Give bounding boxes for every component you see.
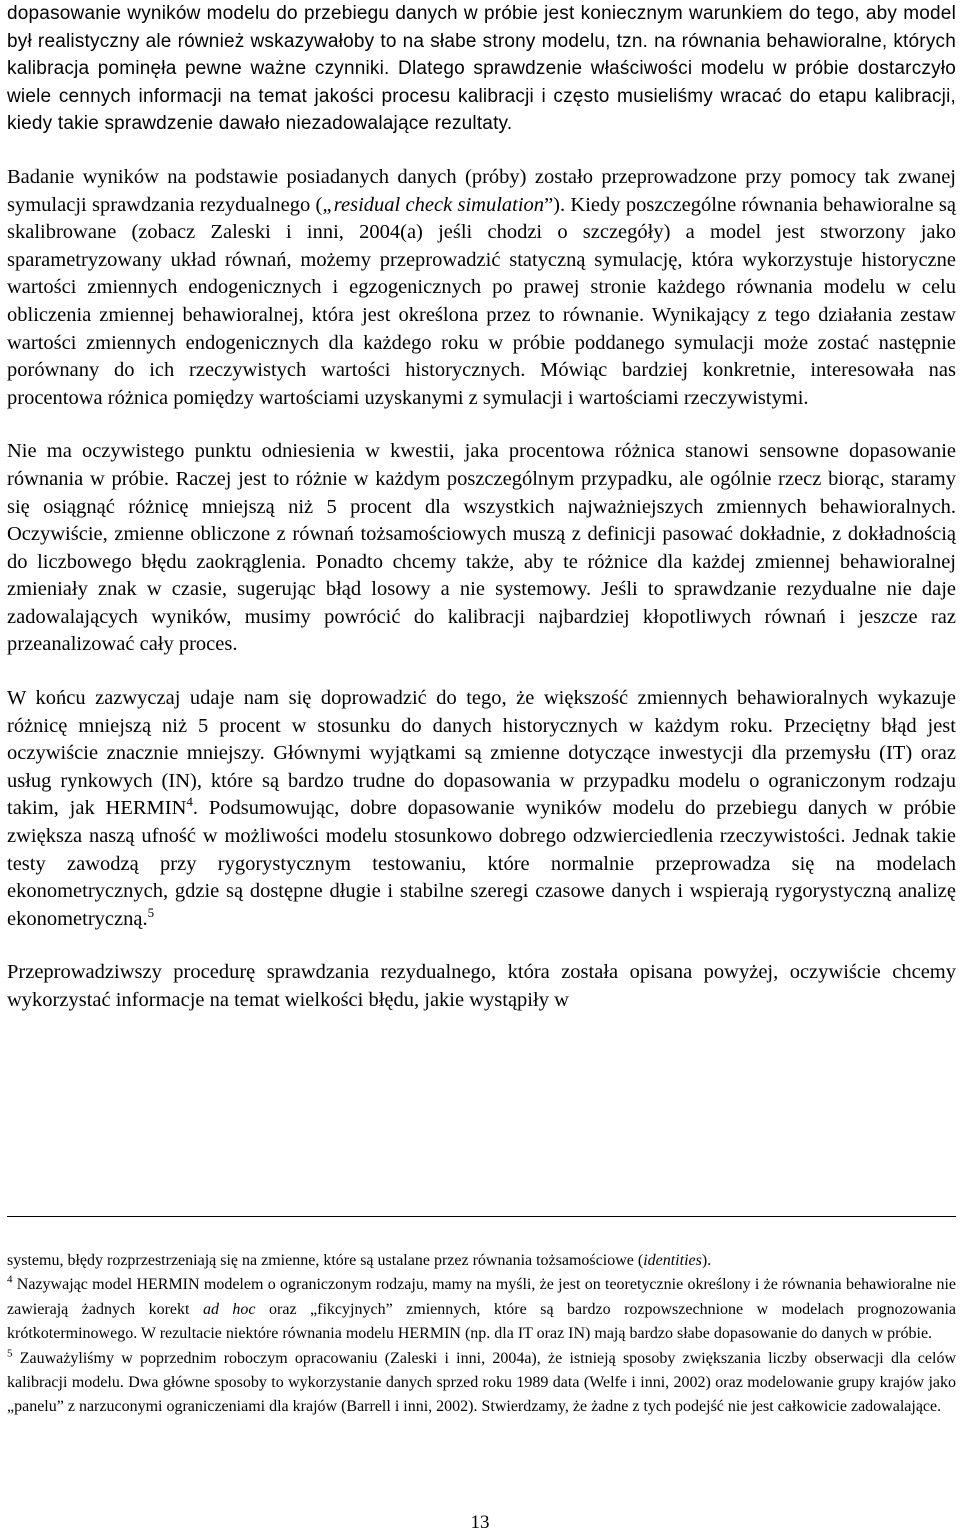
footnote-5-text: Zauważyliśmy w poprzednim roboczym opracowaniu (Zaleski i inni, 2004a), że istnieją sposoby zwiększania liczby obserwacji dla celów kalibracji modelu. Dwa główne sposoby to wykorzystanie danych sprzed roku 1989 data (Welfe i inni, 2002) oraz modelowanie grupy krajów jako „panelu” z narzuconymi ograniczeniami dla krajów (Barrell i inni, 2002). Stwierdzamy, że żadne z tych podejść nie jest całkowicie zadowalające.: [7, 1349, 956, 1416]
paragraph-2-text-start: Badanie wyników na podstawie posiadanych danych (próby) zostało przeprowadzone przy pomocy tak zwanej symulacji sprawdzania rezydualnego (: [7, 165, 956, 216]
footnote-4: [7, 1273, 956, 1346]
footnote-continuation: [7, 1249, 956, 1273]
footnote-4-italic: ad hoc: [202, 1300, 256, 1318]
paragraph-2-text-end: ”). Kiedy poszczególne równania behawioralne są skalibrowane (zobacz Zaleski i inni, 2004(a) jeśli chodzi o szczegóły) a model jest stworzony jako sparametryzowany układ równań, możemy przeprowadzić statyczną symulację, która wykorzystuje historyczne wartości zmiennych endogenicznych i egzogenicznych po prawej stronie każdego równania modelu w celu obliczenia zmiennej behawioralnej, która jest określona przez to równanie. Wynikający z tego działania zestaw wartości zmiennych endogenicznych dla każdego roku w próbie poddanego symulacji może zostać następnie porównany do ich rzeczywistych wartości historycznych. Mówiąc bardziej konkretnie, interesowała nas procentowa różnica pomiędzy wartościami uzyskanymi z symulacji i wartościami rzeczywistymi.: [7, 193, 956, 409]
footnote-4-number: 4: [7, 1274, 13, 1287]
footnote-5-number: 5: [7, 1347, 13, 1360]
footnote-continuation-italic: identities: [643, 1252, 702, 1269]
footnote-4-text-end: oraz „fikcyjnych” zmiennych, które są bardzo rozpowszechnione w modelach prognozowania krótkoterminowego. W rezultacie niektóre równania modelu HERMIN (np. dla IT oraz IN) mają bardzo słabe dopasowanie do danych w próbie.: [7, 1300, 956, 1343]
footnote-divider: [7, 1216, 956, 1217]
paragraph-1-part-1: dopasowanie wyników modelu do przebiegu danych w próbie jest koniecznym warunkiem do tego, aby model był realistyczny ale również wskazywałoby to na słabe strony modelu, tzn. na równania behawioralne, których kalibracja pominęła pewne ważne czynniki.: [7, 3, 956, 80]
document-body: [7, 0, 956, 1015]
paragraph-3: Nie ma oczywistego punktu odniesienia w kwestii, jaka procentowa różnica stanowi sensowne dopasowanie równania w próbie. Raczej jest to różnie w każdym poszczególnym przypadku, ale ogólnie rzecz biorąc, staramy się osiągnąć różnicę mniejszą niż 5 procent dla wszystkich najważniejszych zmiennych behawioralnych. Oczywiście, zmienne obliczone z równań tożsamościowych muszą z definicji pasować dokładnie, z dokładnością do liczbowego błędu zaokrąglenia. Ponadto chcemy także, aby te różnice dla każdej zmiennej behawioralnej zmieniały znak w czasie, sugerując błąd losowy a nie systemowy. Jeśli to sprawdzanie rezydualne nie daje zadowalających wyników, musimy powrócić do kalibracji najbardziej kłopotliwych równań i jeszcze raz przeanalizować cały proces.: [7, 440, 956, 656]
paragraph-2-italic-term: „residual check simulation: [322, 193, 545, 216]
paragraph-1-part-2: Dlatego sprawdzenie właściwości modelu w próbie dostarczyło wiele cennych informacji na temat jakości procesu kalibracji i często musieliśmy wracać do etapu kalibracji, kiedy takie sprawdzenie dawało niezadowalające rezultaty.: [7, 58, 956, 135]
paragraph-2: [7, 164, 956, 412]
footnote-continuation-text: systemu, błędy rozprzestrzeniają się na zmienne, które są ustalane przez równania tożsamościowe (: [7, 1252, 644, 1269]
paragraph-1: [7, 0, 956, 138]
page-number: 13: [470, 1512, 490, 1533]
footnotes: [7, 1249, 956, 1420]
footnote-continuation-end: ).: [701, 1252, 712, 1269]
paragraph-4-text-start: W końcu zazwyczaj udaje nam się doprowadzić do tego, że większość zmiennych behawioralnych wykazuje różnicę mniejszą niż 5 procent w stosunku do danych historycznych w każdym roku. Przeciętny błąd jest oczywiście znacznie mniejszy. Głównymi wyjątkami są zmienne dotyczące inwestycji dla przemysłu (IT) oraz usług rynkowych (IN), które są bardzo trudne do dopasowania w przypadku modelu o ograniczonym rodzaju takim, jak HERMIN: [7, 687, 956, 820]
footnote-4-text-start: Nazywając model HERMIN modelem o ograniczonym rodzaju, mamy na myśli, że jest on teoretycznie określony i że równania behawioralne nie zawierają żadnych korekt: [7, 1276, 956, 1318]
paragraph-4-text-end: . Podsumowując, dobre dopasowanie wyników modelu do przebiegu danych w próbie zwiększa naszą ufność w możliwości modelu stosunkowo dobrego odzwierciedlenia rzeczywistości. Jednak takie testy zawodzą przy rygorystycznym testowaniu, które normalnie przeprowadza się na modelach ekonometrycznych, gdzie są dostępne długie i stabilne szeregi czasowe danych i wspierają rygorystyczną analizę ekonometryczną.: [7, 797, 957, 930]
footnote-ref-5[interactable]: 5: [147, 904, 155, 920]
footnote-5: [7, 1347, 956, 1420]
paragraph-5: Przeprowadziwszy procedurę sprawdzania rezydualnego, która została opisana powyżej, oczywiście chcemy wykorzystać informacje na temat wielkości błędu, jakie wystąpiły w: [7, 961, 956, 1011]
paragraph-4: [7, 685, 956, 933]
footnote-ref-4[interactable]: 4: [186, 794, 193, 810]
